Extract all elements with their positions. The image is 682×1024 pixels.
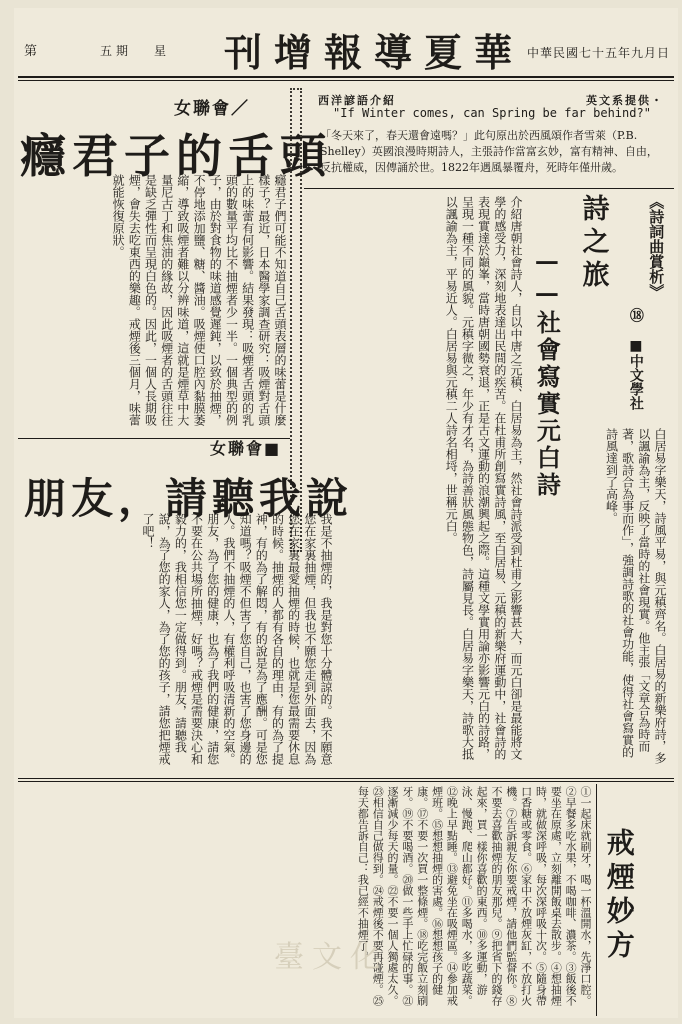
archive-watermark: 臺文化 — [274, 940, 388, 975]
poetry-title: 詩之旅 — [577, 194, 609, 293]
masthead-issue: 五期 — [100, 44, 133, 58]
masthead — [14, 18, 678, 74]
article-author: 女聯會／ — [174, 99, 250, 119]
proverb-english: "If Winter comes, can Spring be far behind?" — [333, 106, 651, 120]
article-author: 女聯會■ — [210, 439, 282, 458]
masthead-page-label: 第 — [24, 44, 39, 59]
article-title: 癮君子的舌頭 — [20, 129, 332, 183]
quote-divider — [304, 188, 674, 189]
column-divider — [596, 784, 597, 1016]
quit-smoking-title: 戒煙妙方 — [602, 828, 636, 964]
article-body: 我是不抽煙的，我是對您十分體諒的。我不願意您在家裏抽煙，但我也不願您走到外面去，因為您在家裏最愛抽煙的時候，也就是您最需要休息的時候。抽煙的人都有各自的理由，有的為了提神，有的為了解悶，有的說是為了應酬。可是您知道嗎？吸煙不但害了您自己，也害了您身邊的人。我們不抽煙的人，有權利呼吸清新的空氣。朋友，為了您的健康，也為了我們的健康，請您不要在公共場所抽煙，好嗎？戒煙是需要決心和毅力的，我相信您一定做得到。朋友，請聽我說，為了您的家人，為了您的孩子，請您把煙戒了吧！ — [140, 513, 333, 765]
masthead-rule-thin — [18, 80, 674, 81]
article-body: 癮君子們可能不知道自己舌頭表層的味蕾是什麼樣子？最近，日本醫學家調查研究：吸煙對舌頭上的味蕾有何影響。結果發現：吸煙者舌頭的乳頭的數量平均比不抽煙者少一半。一個典型的例子，由於對食物的味道感覺遲鈍，以致於抽煙，不停地添加鹽、糖、醬油。吸煙使口腔內黏膜萎縮，導致吸煙者難以分辨味道，這就是煙草中大量尼古丁和焦油的緣故，因此吸煙者的舌頭往往是缺乏彈性而呈現白色的。因此，一個人長期吸煙，會失去吃東西的樂趣。戒煙後三個月，味蕾就能恢復原狀。 — [111, 174, 287, 426]
masthead-rule — [18, 76, 674, 78]
quit-smoking-tips: ①一起床就刷牙，喝一杯溫開水，先淨口腔。②早餐多吃水果，不喝咖啡、濃茶。③飯後不要坐在原處，立刻離開飯桌去散步。④想抽煙時，就做深呼吸，每次深呼吸十次。⑤隨身帶口香糖或零食。⑥家中不放煙灰缸，不放打火機。⑦告訴親友你要戒煙，請他們監督你。⑧不要去喜歡抽煙的朋友那兒。⑨把省下的錢存起來，買一樣你喜歡的東西。⑩多運動，游泳、慢跑、爬山都好。⑪多喝水，多吃蔬菜。⑫晚上早點睡。⑬避免坐在吸煙區。⑭參加戒煙班。⑮想想抽煙的害處。⑯想想孩子的健康。⑰不要一次買一整條煙。⑱吃完飯立刻刷牙。⑲不要喝酒。⑳做一些手上忙碌的事。㉑逐漸減少每天的量。㉒不要一個人獨處太久。㉓相信自己做得到。㉔戒煙後不要再碰煙。㉕每天都告訴自己：我已經不抽煙了。 — [356, 786, 592, 1006]
proverb-source: 英文系提供・ — [586, 94, 664, 107]
section-divider — [18, 781, 674, 782]
series-publisher: ■中文學社 — [627, 338, 644, 410]
series-number: ⑱ — [627, 308, 644, 322]
proverb-chinese: 「冬天來了，春天還會遠嗎？」此句原出於西風頌作者雪萊（P.B. Shelley）英國浪漫時期詩人，主張詩作當富玄妙，富有精神、自由，反抗權威，因傳誦於世。1822年遇風暴覆舟，死時年僅卅歲。 — [320, 129, 658, 174]
proverb-heading: 西洋諺語介紹 — [318, 94, 396, 107]
newspaper-page — [14, 8, 678, 1018]
proverb-box — [314, 92, 670, 188]
masthead-weekday: 星 — [154, 44, 167, 58]
section-divider — [18, 778, 674, 779]
series-name: 《詩詞曲賞析》 — [647, 194, 666, 299]
article-title: 朋友，請聽我說 — [24, 474, 354, 523]
poetry-body-continued: 白居易字樂天，詩風平易，與元稹齊名。白居易的新樂府詩，多以諷諭為主，反映了當時的社會現實。他主張「文章合為時而著，歌詩合為事而作」，強調詩歌的社會功能，使得社會寫實的詩風達到了高峰。 — [604, 428, 667, 764]
poetry-body: 介紹唐朝社會詩人，自以中唐之元稹、白居易為主，然社會詩派受到杜甫之影響甚大，而元白卻是最能將文學的感受力，深刻地表達出民間的疾苦。在杜甫所創寫實詩風，至白居易、元稹的新樂府運動中，社會詩的表現實達於巔峯，當時唐朝國勢衰退，正是古文運動的浪潮興起之際。這種文學實用論亦影響元白的詩路，呈現一種不同的風貌。元稹字微之，年少有才名，為詩善狀風態物色，詩屬見長。白居易字樂天，詩歌大抵以諷諭為主，平易近人。白居易與元稹二人詩名相埒，世稱元白。 — [444, 196, 523, 760]
poetry-subtitle: ——社會寫實元白詩 — [532, 246, 562, 499]
newspaper-title: 刊增報導夏華 — [224, 30, 525, 75]
masthead-date: 中華民國七十五年九月日 — [526, 46, 670, 60]
